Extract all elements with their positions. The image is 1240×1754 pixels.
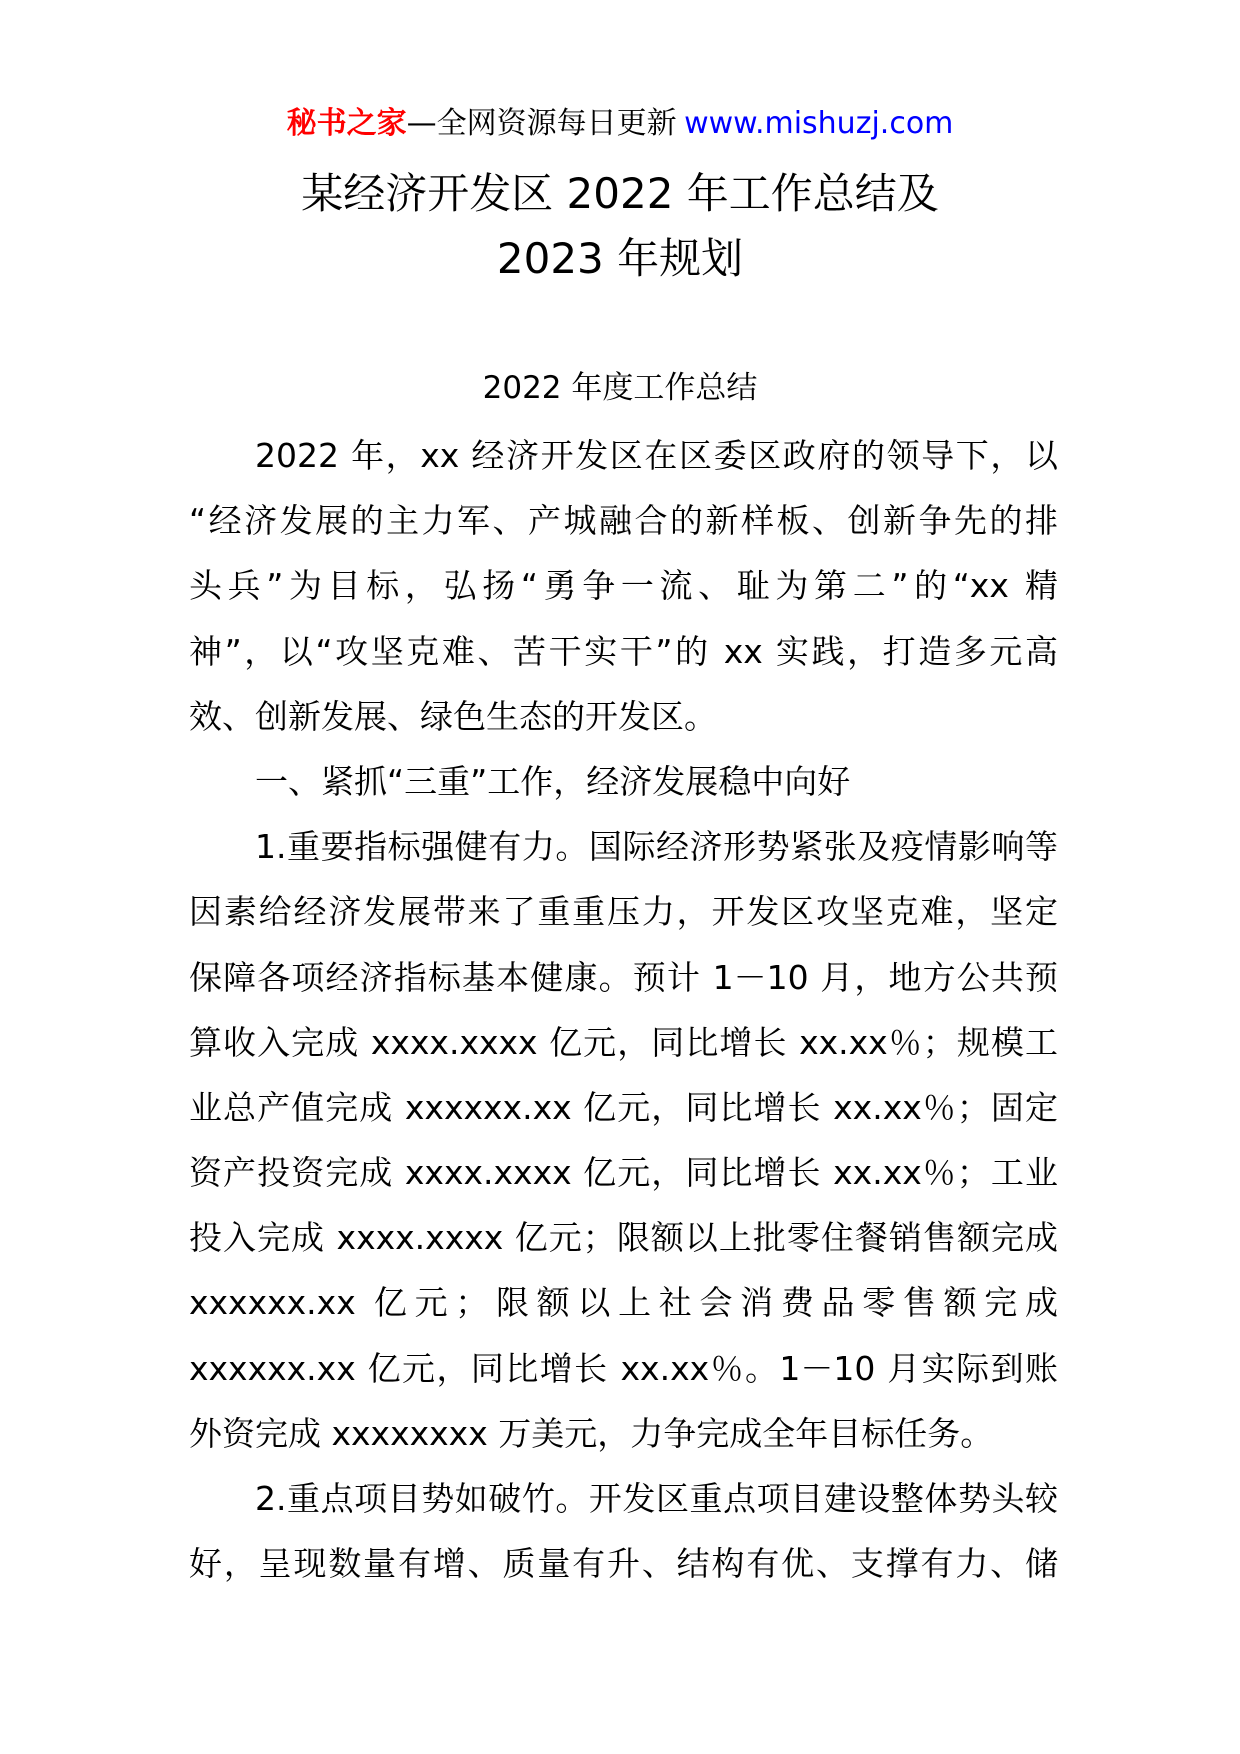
paragraph-line: 好，呈现数量有增、质量有升、结构有优、支撑有力、储 (189, 1544, 1058, 1584)
paragraph-line: xxxxxx.xx 亿元，同比增长 xx.xx％。1－10 月实际到账 (189, 1348, 1058, 1388)
paragraph-line: 资产投资完成 xxxx.xxxx 亿元，同比增长 xx.xx％；工业 (189, 1153, 1058, 1193)
paragraph-line: 保障各项经济指标基本健康。预计 1－10 月，地方公共预 (189, 957, 1058, 997)
paragraph-line: 外资完成 xxxxxxxx 万美元，力争完成全年目标任务。 (189, 1413, 994, 1453)
paragraph-line: 神”，以“攻坚克难、苦干实干”的 xx 实践，打造多元高 (189, 631, 1058, 671)
site-name: 秘书之家 (286, 106, 407, 141)
paragraph-line: xxxxxx.xx 亿元；限额以上社会消费品零售额完成 (189, 1283, 1058, 1323)
paragraph-line: 1.重要指标强健有力。国际经济形势紧张及疫情影响等 (255, 827, 1058, 867)
paragraph-line: 2022 年，xx 经济开发区在区委区政府的领导下，以 (255, 436, 1058, 475)
paragraph-line: 业总产值完成 xxxxxx.xx 亿元，同比增长 xx.xx％；固定 (189, 1087, 1058, 1127)
site-url-link[interactable]: www.mishuzj.com (684, 106, 954, 141)
section-heading-line: 一、紧抓“三重”工作，经济发展稳中向好 (255, 761, 851, 801)
paragraph (189, 423, 1058, 749)
title-line: 某经济开发区 2022 年工作总结及 (301, 169, 939, 218)
paragraph-line: 投入完成 xxxx.xxxx 亿元；限额以上批零住餐销售额完成 (189, 1218, 1058, 1258)
paragraph (189, 814, 1058, 1466)
section-heading (189, 749, 1058, 814)
paragraph-line: 头兵”为目标，弘扬“勇争一流、耻为第二”的“xx 精 (189, 566, 1058, 606)
paragraph-line: 因素给经济发展带来了重重压力，开发区攻坚克难，坚定 (189, 892, 1058, 932)
paragraph-line: 效、创新发展、绿色生态的开发区。 (189, 696, 717, 736)
section-title: 2022 年度工作总结 (482, 370, 758, 406)
site-header (0, 104, 1240, 144)
site-tagline: —全网资源每日更新 (406, 106, 677, 141)
document-title (0, 161, 1240, 291)
paragraph (189, 1466, 1058, 1596)
paragraph-line: 2.重点项目势如破竹。开发区重点项目建设整体势头较 (255, 1479, 1058, 1518)
paragraph-line: “经济发展的主力军、产城融合的新样板、创新争先的排 (189, 501, 1058, 541)
paragraph-line: 算收入完成 xxxx.xxxx 亿元，同比增长 xx.xx％；规模工 (189, 1022, 1058, 1062)
title-line: 2023 年规划 (496, 234, 744, 283)
document-body (189, 423, 1058, 1596)
